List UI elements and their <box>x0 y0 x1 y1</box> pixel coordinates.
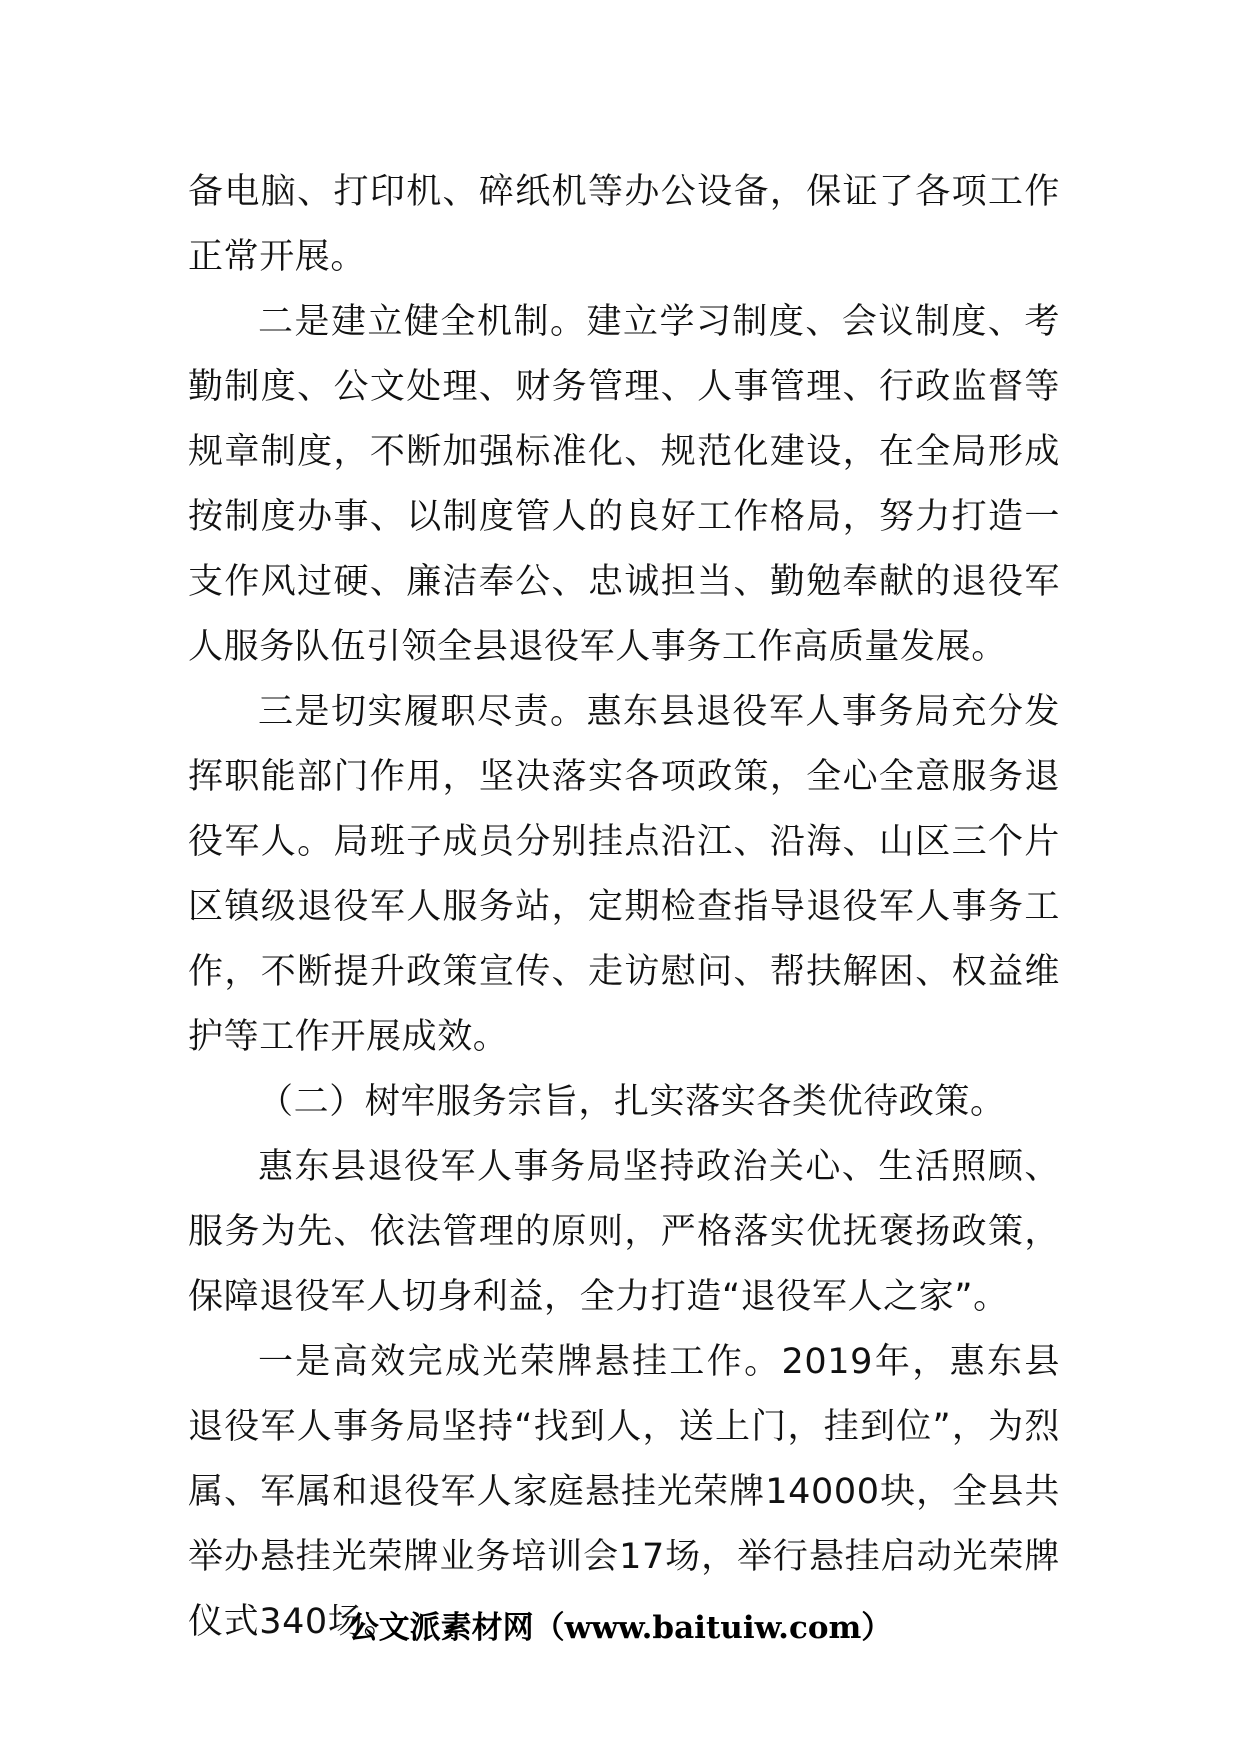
paragraph-continued: 备电脑、打印机、碎纸机等办公设备，保证了各项工作正常开展。 <box>188 172 1060 277</box>
paragraph-service: 惠东县退役军人事务局坚持政治关心、生活照顾、服务为先、依法管理的原则，严格落实优抚褒扬政策，保障退役军人切身利益，全力打造“退役军人之家”。 <box>188 1147 1060 1317</box>
paragraph-honor-plaque: 一是高效完成光荣牌悬挂工作。2019年，惠东县退役军人事务局坚持“找到人，送上门，挂到位”，为烈属、军属和退役军人家庭悬挂光荣牌14000块，全县共举办悬挂光荣牌业务培训会17场，举行悬挂启动光荣牌仪式340场。 <box>188 1342 1060 1642</box>
footer-watermark: 公文派素材网（www.baituiw.com） <box>347 1610 893 1646</box>
paragraph-mechanism: 二是建立健全机制。建立学习制度、会议制度、考勤制度、公文处理、财务管理、人事管理、行政监督等规章制度，不断加强标准化、规范化建设，在全局形成按制度办事、以制度管人的良好工作格局，努力打造一支作风过硬、廉洁奉公、忠诚担当、勤勉奉献的退役军人服务队伍引领全县退役军人事务工作高质量发展。 <box>188 302 1060 667</box>
paragraph-duties: 三是切实履职尽责。惠东县退役军人事务局充分发挥职能部门作用，坚决落实各项政策，全心全意服务退役军人。局班子成员分别挂点沿江、沿海、山区三个片区镇级退役军人服务站，定期检查指导退役军人事务工作，不断提升政策宣传、走访慰问、帮扶解困、权益维护等工作开展成效。 <box>188 692 1060 1057</box>
section-heading: （二）树牢服务宗旨，扎实落实各类优待政策。 <box>258 1082 1006 1122</box>
document-body <box>188 160 1060 1655</box>
